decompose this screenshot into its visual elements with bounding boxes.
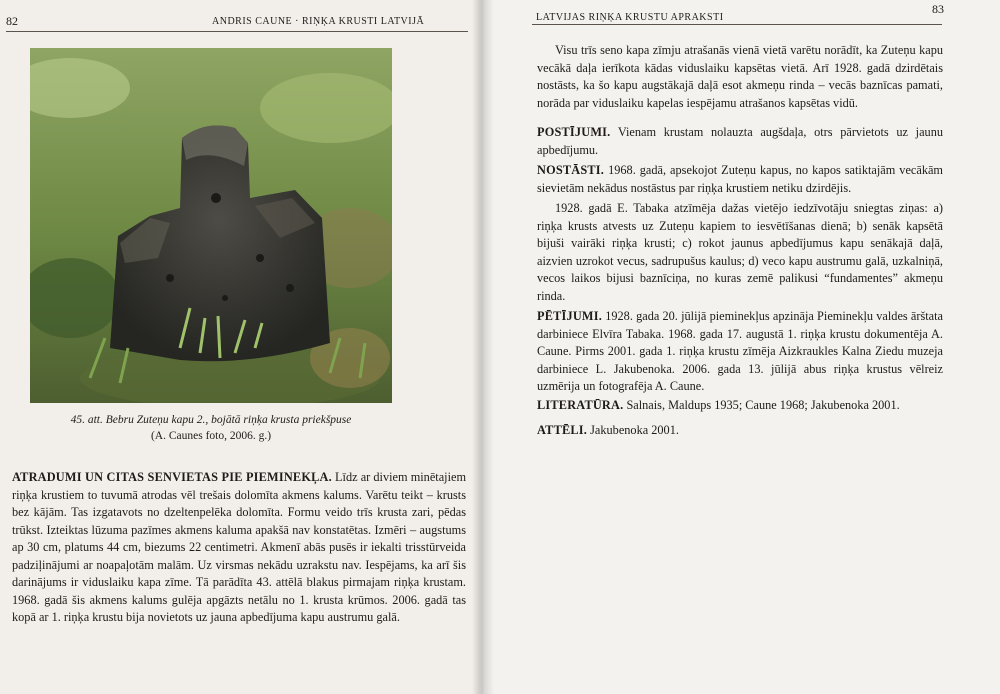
damage-paragraph: [537, 124, 943, 159]
damage-heading: POSTĪJUMI.: [537, 125, 611, 139]
research-heading: PĒTĪJUMI.: [537, 309, 602, 323]
figure-caption: [30, 412, 392, 444]
header-rule-right: [532, 24, 942, 25]
running-head-right: LATVIJAS RIŅĶA KRUSTU APRAKSTI: [536, 12, 724, 23]
page-number-left: 82: [6, 14, 18, 28]
right-page: [480, 0, 1000, 694]
intro-paragraph: Visu trīs seno kapa zīmju atrašanās vienā vietā varētu norādīt, ka Zuteņu kapu vecākā daļa ierīkota kādas viduslaiku kapsētas vietā. Arī 1928. gadā dzirdētais nostāsts, ka šo kapu augstākajā daļā esot akmeņu rinda – vecās baznīcas pamati, norāda par viduslaiku kapelas iespējamu atrašanos kapsētas vidū.: [537, 43, 943, 110]
legends-paragraph: [537, 162, 943, 197]
literature-heading: LITERATŪRA.: [537, 398, 624, 412]
legends-paragraph-2: 1928. gadā E. Tabaka atzīmēja dažas vietējo iedzīvotāju sniegtas ziņas: a) riņķa krusts atvests uz Zuteņu kapiem to iesvētīšanas dienā; b) senāk kapsētā bijuši vairāki riņķa krusti; c) rokot jaunus apbedījumus kapu senākajā daļā, aizvien uzrokot vecus, sadrupušus kaulus; d) veco kapu austrumu galā, uzkalniņā, vecos laikos bijusi baznīciņa, no kuras zemē palikusi “fundamentes” akmeņu rinda.: [537, 201, 943, 303]
findings-heading: ATRADUMI UN CITAS SENVIETAS PIE PIEMINEKĻA.: [12, 470, 332, 484]
images-text: Jakubenoka 2001.: [590, 423, 679, 437]
legends-heading: NOSTĀSTI.: [537, 163, 605, 177]
damage-text: Vienam krustam nolauzta augšdaļa, otrs pārvietots uz jaunu apbedījumu.: [537, 125, 943, 157]
literature-paragraph: [537, 397, 943, 415]
stone-cross-photo: [30, 48, 392, 403]
caption-line-1: 45. att. Bebru Zuteņu kapu 2., bojātā riņķa krusta priekšpuse: [70, 414, 352, 426]
research-text: 1928. gada 20. jūlijā pieminekļus apzināja Pieminekļu valdes ārštata darbiniece Elvīra Tabaka. 1968. gada 17. augustā 1. riņķa krustu dokumentēja A. Caune. Pirms 2001. gada 1. riņķa krustu zīmēja Aizkraukles Kalna Ziedu muzeja darbiniece L. Jakubenoka. 2006. gada 13. jūlijā abus riņķa krustus vēlreiz uzmērija un fotografēja A. Caune.: [537, 309, 943, 393]
book-gutter: [472, 0, 494, 694]
findings-text: Līdz ar diviem minētajiem riņķa krustiem to tuvumā atrodas vēl trešais dolomīta akmens kalums. Varētu teikt – krusts bez kājām. Tas izgatavots no dzeltenpelēka dolomīta. Formu veido trīs krusta zari, pēdas trūkst. Izteiktas lūzuma pazīmes akmens kaluma apakšā nav konstatētas. Izmēri – augstums ap 30 cm, platums 44 cm, biezums 22 centimetri. Akmenī abās pusēs ir iekalti trisstūrveida padziļinājumi ar noapaļotām malām. Uz virsmas nekādu uzrakstu nav. Iespējams, ka arī šis darinājums ir viduslaiku kapa zīme. Tā parādīta 43. attēlā blakus pirmajam riņķa krustam. 1968. gadā šis akmens kalums gulēja apgāzts netālu no 1. krusta krūmos. 2006. gadā tas kopā ar 1. riņķa krustu bija novietots uz jauna apbedījuma kapu austrumu galā.: [12, 470, 467, 624]
running-head-left: ANDRIS CAUNE · RIŅĶA KRUSTI LATVIJĀ: [212, 16, 425, 27]
page-number-right: 83: [932, 2, 944, 16]
caption-line-2: (A. Caunes foto, 2006. g.): [150, 430, 272, 442]
research-paragraph: [537, 308, 943, 396]
images-paragraph: [537, 422, 943, 440]
images-heading: ATTĒLI.: [537, 423, 588, 437]
left-page: [0, 0, 480, 694]
header-rule-left: [6, 31, 468, 32]
findings-paragraph: [12, 469, 466, 627]
literature-text: Salnais, Maldups 1935; Caune 1968; Jakubenoka 2001.: [626, 398, 900, 412]
legends-text: 1968. gadā, apsekojot Zuteņu kapus, no kapos satiktajām vecākām sievietām nekādus nostāstus par riņķa krustiem netiku dzirdējis.: [537, 163, 943, 195]
